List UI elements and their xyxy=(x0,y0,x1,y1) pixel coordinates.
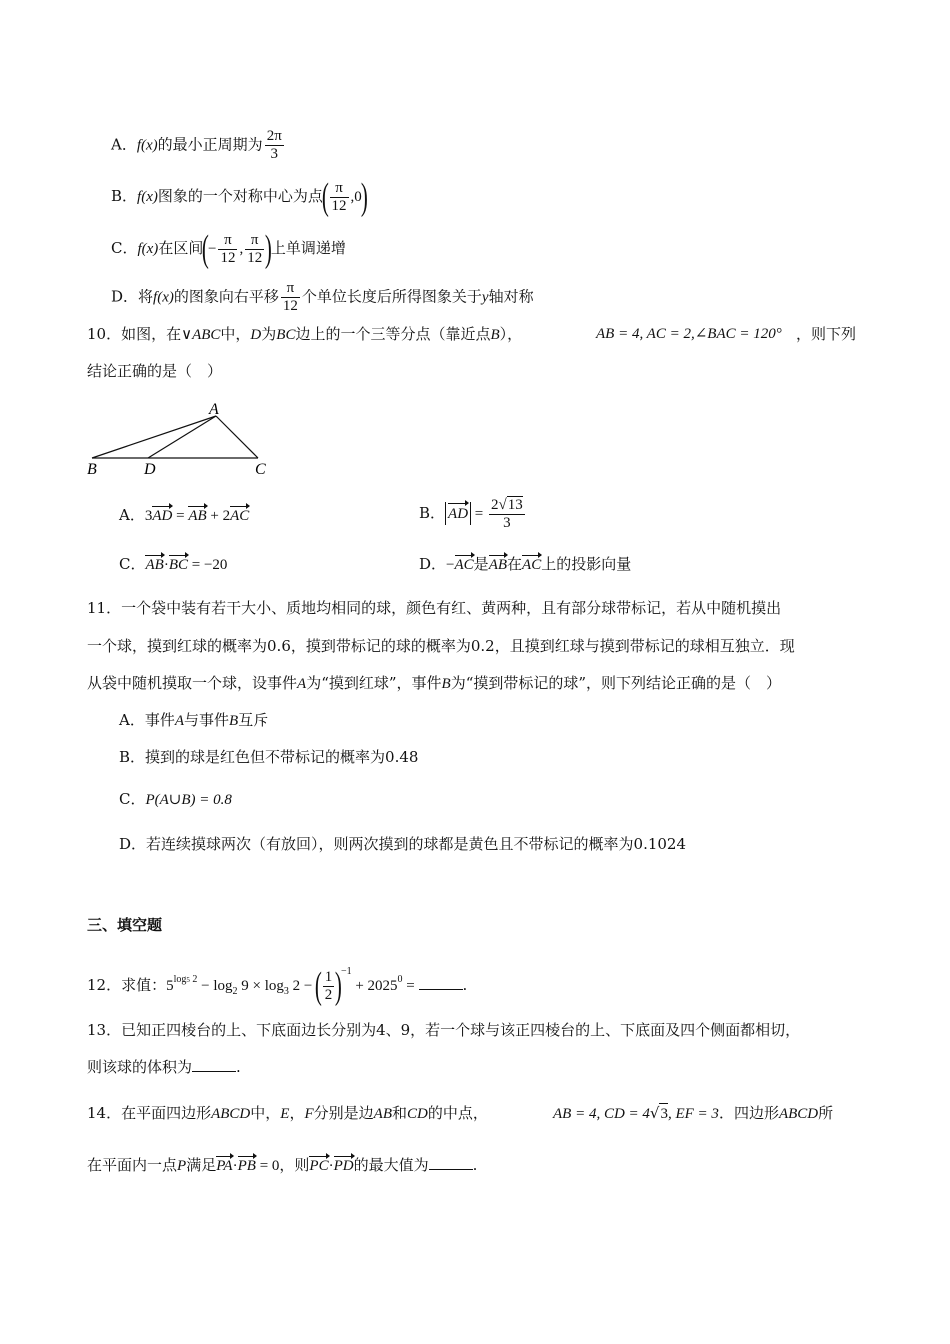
label-d: D xyxy=(144,461,156,478)
answer-blank[interactable] xyxy=(429,1155,473,1170)
q10-option-d: D．−AC是AB在AC上的投影向量 xyxy=(419,555,632,573)
fraction: $\frac{2\pi}{3}$ xyxy=(266,128,282,162)
fraction: $\frac{\pi}{12}$ xyxy=(331,179,347,214)
q13-stem-line1: 13．已知正四棱台的上、下底面边长分别为4、9，若一个球与该正四棱台的上、下底面及四个侧面都相切， xyxy=(87,1021,801,1039)
fraction: $\frac{\pi}{12}$ xyxy=(282,280,298,314)
q12-line: 12．求值：$5^{log5 2} - \log_2 9 \times \log_3 2$ − ( $\frac{1}{2}$ )$^{-1} + 2025^0$ = . xyxy=(87,965,468,1007)
q10-stem-line2: 结论正确的是（ ） xyxy=(87,362,223,380)
fraction: $\frac{1}{2}$ xyxy=(324,968,333,1003)
q9-option-a: A．f(x)的最小正周期为 $\frac{2\pi}{3}$ xyxy=(111,128,282,162)
q11-stem-line2: 一个球，摸到红球的概率为0.6，摸到带标记的球的概率为0.2，且摸到红球与摸到带标记的球相互独立．现 xyxy=(87,637,795,655)
q10-option-b: B． AD = $\frac{2√13}{3}$ xyxy=(419,497,523,531)
q14-stem-line1: 14．在平面四边形ABCD中，E，F分别是边AB和CD的中点， xyxy=(87,1104,488,1122)
fraction: $\frac{\pi}{12}$ xyxy=(247,231,263,266)
fraction: $\frac{\pi}{12}$ xyxy=(220,231,236,266)
answer-blank[interactable] xyxy=(192,1057,236,1072)
q9-option-b: B．f(x)图象的一个对称中心为点( $\frac{\pi}{12}$ ,0) xyxy=(111,176,368,218)
q14-stem-line2: 在平面内一点P满足PA·PB = 0，则PC·PD的最大值为 . xyxy=(87,1156,478,1174)
q10-option-c: C．AB·BC = −20 xyxy=(119,555,228,573)
answer-blank[interactable] xyxy=(419,975,463,990)
segment-ad xyxy=(148,416,216,458)
q14-condition: AB = 4, CD = 4√3, EF = 3．四边形ABCD所 xyxy=(553,1104,834,1122)
q11-option-d: D．若连续摸球两次（有放回），则两次摸到的球都是黄色且不带标记的概率为0.1024 xyxy=(119,835,687,853)
q10-stem-tail: ，则下列 xyxy=(796,325,857,343)
segment-ab xyxy=(92,416,216,458)
q11-option-b: B．摸到的球是红色但不带标记的概率为0.48 xyxy=(119,748,419,766)
q13-stem-line2: 则该球的体积为 . xyxy=(87,1058,241,1076)
label-c: C xyxy=(255,461,266,478)
triangle-figure xyxy=(80,398,280,482)
q11-stem-line3: 从袋中随机摸取一个球，设事件A为“摸到红球”，事件B为“摸到带标记的球”，则下列结论正确的是（ ） xyxy=(87,674,782,692)
q10-option-a: A．3AD = AB + 2AC xyxy=(119,506,250,524)
fraction: $\frac{2√13}{3}$ xyxy=(491,497,523,531)
q11-stem-line1: 11．一个袋中装有若干大小、质地均相同的球，颜色有红、黄两种，且有部分球带标记，若从中随机摸出 xyxy=(87,599,782,617)
label-a: A xyxy=(209,401,219,418)
label-b: B xyxy=(87,461,97,478)
q11-option-c: C．P(A∪B) = 0.8 xyxy=(119,790,232,808)
q9-option-c: C．f(x)在区间(− $\frac{\pi}{12}$ , $\frac{\pi}{12}$ )上单调递增 xyxy=(111,228,346,270)
q11-option-a: A．事件A与事件B互斥 xyxy=(119,711,269,729)
q10-stem-line1: 10．如图，在∨ABC中，D为BC边上的一个三等分点（靠近点B）， xyxy=(87,325,523,343)
q9-option-d: D．将f(x)的图象向右平移 $\frac{\pi}{12}$ 个单位长度后所得图象关于y轴对称 xyxy=(111,280,534,314)
segment-ac xyxy=(216,416,258,458)
section-heading: 三、填空题 xyxy=(87,916,163,934)
q10-condition: AB = 4, AC = 2,∠BAC = 120° xyxy=(596,326,782,342)
